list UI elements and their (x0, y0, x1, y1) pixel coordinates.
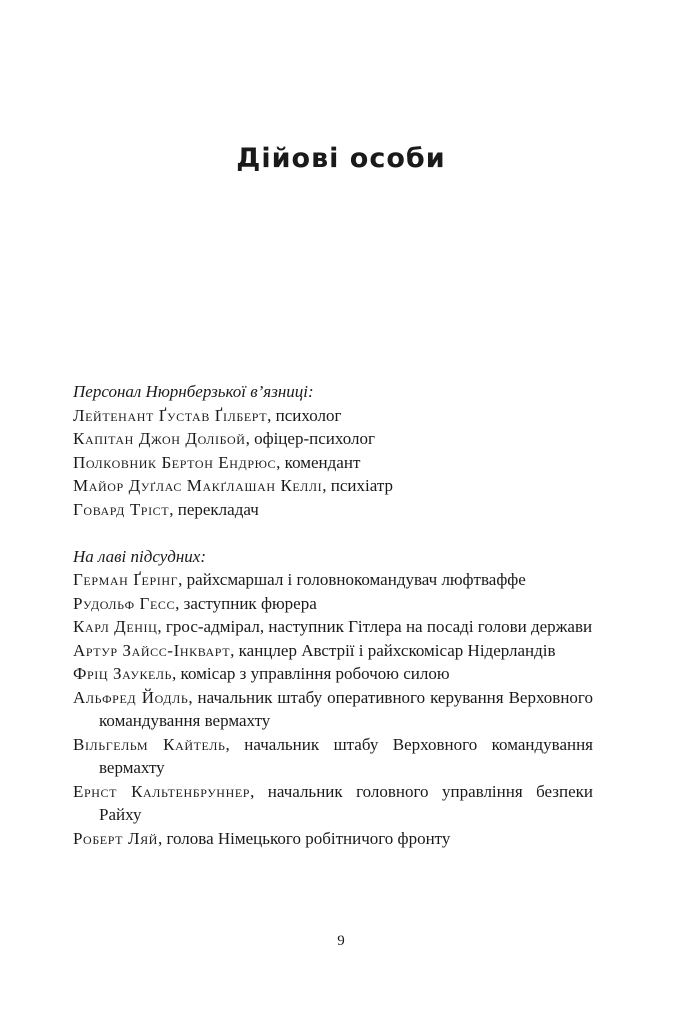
person-role: , заступник фюрера (175, 593, 317, 613)
list-item (73, 592, 593, 616)
section-heading-defendants: На лаві підсудних: (73, 546, 206, 566)
list-item (73, 733, 593, 780)
person-name: Ернст Кальтенбруннер (73, 781, 251, 801)
person-name: Говард Тріст (73, 499, 170, 519)
page-title: Дійові особи (236, 143, 446, 174)
list-item (73, 474, 593, 498)
person-role: , перекладач (169, 499, 259, 519)
person-role: , офіцер-психолог (245, 429, 375, 448)
person-name: Карл Деніц (73, 617, 158, 636)
person-name: Роберт Ляй (73, 828, 158, 848)
person-role: , комендант (276, 452, 361, 472)
person-role: , начальник штабу оперативного керування Верховного командування вермахту (99, 687, 593, 730)
list-item (73, 662, 593, 686)
page-number: 9 (337, 933, 345, 949)
cast-list (73, 380, 593, 850)
list-item (73, 404, 593, 428)
person-name: Майор Дуґлас Макґлашан Келлі (73, 476, 323, 495)
person-role: , комісар з управління робочою силою (172, 664, 450, 683)
list-item (73, 427, 593, 451)
person-role: , психіатр (322, 476, 393, 495)
person-name: Рудольф Гесс (73, 593, 176, 613)
list-item (73, 498, 593, 522)
person-name: Лейтенант Ґустав Ґілберт (73, 405, 268, 425)
person-name: Фріц Заукель (73, 664, 173, 683)
list-item (73, 827, 593, 851)
person-role: , начальник головного управління безпеки Райху (99, 781, 593, 824)
list-item (73, 780, 593, 827)
person-role: , начальник штабу Верховного командування вермахту (99, 734, 593, 777)
list-item (73, 686, 593, 733)
person-name: Альфред Йодль (73, 687, 189, 707)
person-name: Капітан Джон Долібой (73, 429, 246, 448)
person-role: , психолог (267, 405, 342, 425)
list-item (73, 639, 593, 663)
list-item (73, 568, 593, 592)
person-name: Герман Ґерінг (73, 570, 179, 589)
person-role: , грос-адмірал, наступник Гітлера на посаді голови держави (157, 617, 593, 636)
person-role: , голова Німецького робітничого фронту (157, 828, 451, 848)
person-role: , райхсмаршал і головнокомандувач люфтваффе (178, 570, 526, 589)
section-spacer (73, 521, 593, 545)
list-item (73, 615, 593, 639)
section-heading-prison-staff: Персонал Нюрнберзької в’язниці: (73, 382, 314, 401)
person-name: Вільгельм Кайтель (73, 734, 226, 754)
person-name: Артур Зайсс-Інкварт (73, 640, 231, 660)
person-name: Полковник Бертон Ендрюс (73, 452, 277, 472)
list-item (73, 451, 593, 475)
person-role: , канцлер Австрії і райхскомісар Нідерландів (230, 640, 556, 660)
